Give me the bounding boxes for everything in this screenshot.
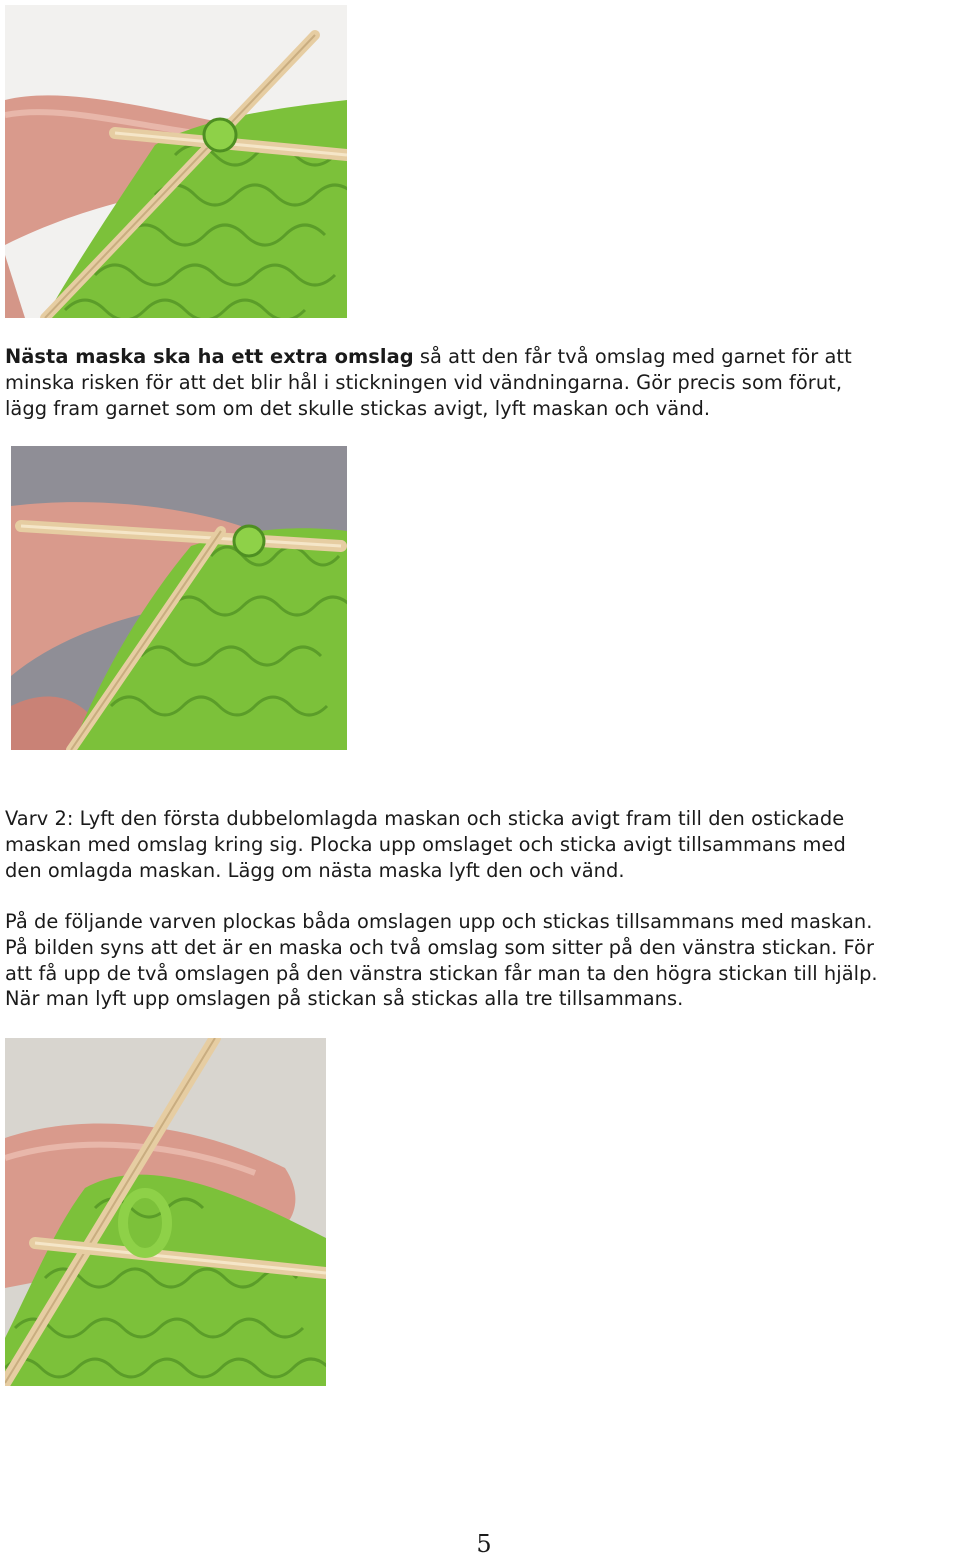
paragraph-line: När man lyft upp omslagen på stickan så stickas alla tre tillsammans. bbox=[5, 987, 684, 1011]
page-number: 5 bbox=[476, 1530, 492, 1558]
paragraph-line: lägg fram garnet som om det skulle stickas avigt, lyft maskan och vänd. bbox=[5, 396, 711, 420]
knitting-photo-1 bbox=[5, 5, 347, 318]
paragraph-line: Varv 2: Lyft den första dubbelomlagda maskan och sticka avigt fram till den ostickade bbox=[5, 807, 845, 830]
paragraph-following-rows bbox=[5, 909, 955, 1012]
paragraph-bold-lead: Nästa maska ska ha ett extra omslag bbox=[5, 345, 414, 368]
knitting-photo-2 bbox=[11, 446, 347, 750]
paragraph-line: maskan med omslag kring sig. Plocka upp omslaget och sticka avigt tillsammans med bbox=[5, 832, 846, 856]
paragraph-line: så att den får två omslag med garnet för att bbox=[413, 345, 852, 368]
paragraph-line: att få upp de två omslagen på den vänstra stickan får man ta den högra stickan till hjälp. bbox=[5, 961, 878, 985]
paragraph-line: den omlagda maskan. Lägg om nästa maska lyft den och vänd. bbox=[5, 858, 625, 882]
knitting-photo-3 bbox=[5, 1038, 326, 1386]
paragraph-row-2 bbox=[5, 806, 955, 883]
paragraph-line: På bilden syns att det är en maska och två omslag som sitter på den vänstra stickan. För bbox=[5, 935, 874, 959]
paragraph-line: På de följande varven plockas båda omslagen upp och stickas tillsammans med maskan. bbox=[5, 910, 873, 933]
paragraph-extra-wrap bbox=[5, 344, 955, 421]
paragraph-line: minska risken för att det blir hål i stickningen vid vändningarna. Gör precis som förut, bbox=[5, 370, 843, 394]
